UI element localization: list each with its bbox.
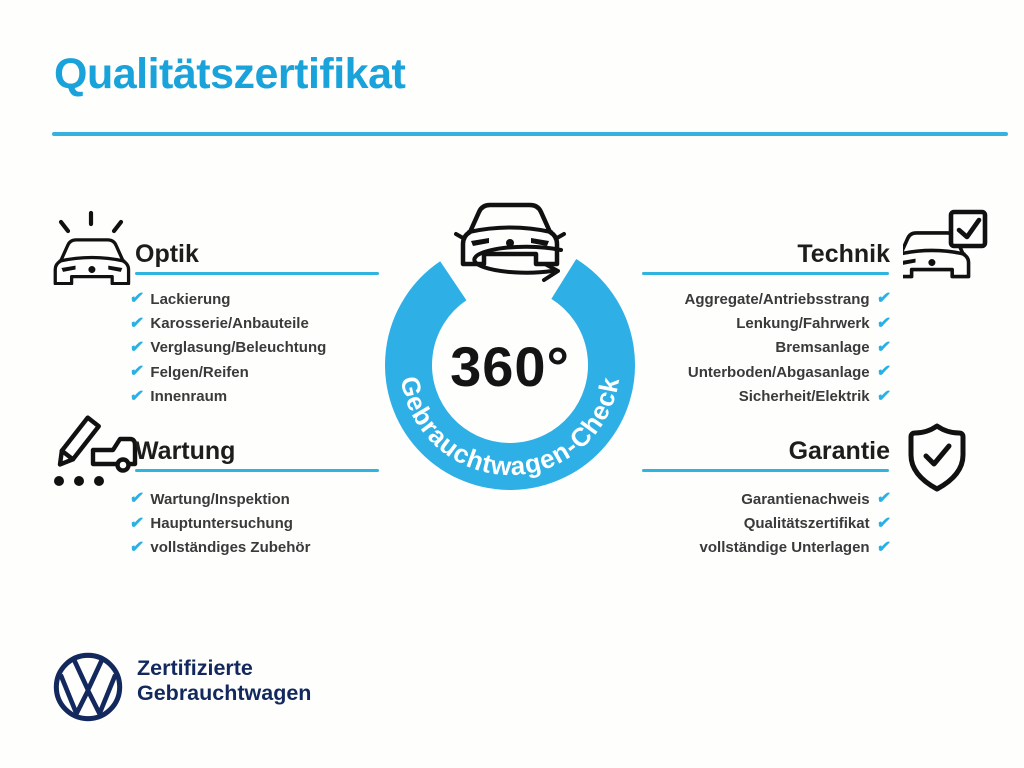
list-item: [775, 336, 890, 360]
check-icon: ✔: [128, 538, 145, 556]
vw-logo-icon: [52, 651, 124, 723]
check-icon: ✔: [875, 514, 892, 532]
item-label: Felgen/Reifen: [150, 363, 249, 381]
section-title-technik: Technik: [797, 240, 890, 268]
brand-text: [137, 656, 311, 705]
degree-label: 360°: [450, 335, 570, 398]
section-rule-technik: [642, 272, 889, 275]
car-checkbox-icon: [903, 206, 991, 286]
item-label: Unterboden/Abgasanlage: [687, 363, 870, 381]
list-item: [130, 385, 227, 409]
brand-line2: Gebrauchtwagen: [137, 680, 312, 705]
rotating-car-icon: [456, 205, 564, 280]
ring-label: Gebrauchtwagen-Check: [394, 373, 626, 482]
check-icon: ✔: [875, 387, 892, 405]
check-icon: ✔: [128, 314, 145, 332]
list-item: [685, 287, 890, 311]
item-label: Hauptuntersuchung: [150, 515, 293, 533]
item-label: vollständige Unterlagen: [699, 539, 870, 557]
item-label: Sicherheit/Elektrik: [738, 388, 870, 406]
item-label: Aggregate/Antriebsstrang: [684, 290, 870, 308]
list-item: [739, 385, 890, 409]
list-item: [130, 287, 230, 311]
list-item: [688, 360, 890, 384]
item-label: Qualitätszertifikat: [743, 515, 870, 533]
check-icon: ✔: [875, 290, 892, 308]
item-label: Garantienachweis: [741, 490, 870, 508]
section-rule-wartung: [135, 469, 379, 472]
list-item: [130, 536, 310, 560]
check-icon: ✔: [128, 490, 145, 508]
list-item: [700, 536, 890, 560]
item-label: Bremsanlage: [775, 339, 870, 357]
title-divider: [52, 132, 1008, 136]
item-label: Lackierung: [150, 290, 231, 308]
item-label: Verglasung/Beleuchtung: [150, 339, 327, 357]
check-icon: ✔: [128, 338, 145, 356]
list-item: [130, 511, 293, 535]
check-icon: ✔: [875, 490, 892, 508]
check-icon: ✔: [875, 314, 892, 332]
item-label: vollständiges Zubehör: [150, 539, 311, 557]
list-item: [130, 360, 249, 384]
section-title-garantie: Garantie: [788, 437, 890, 465]
item-label: Karosserie/Anbauteile: [150, 315, 309, 333]
check-icon: ✔: [875, 338, 892, 356]
optik-list: [130, 287, 326, 409]
check-icon: ✔: [875, 538, 892, 556]
list-item: [130, 336, 326, 360]
check-icon: ✔: [128, 514, 145, 532]
technik-list: [685, 287, 890, 409]
page-title: Qualitätszertifikat: [54, 50, 406, 98]
garantie-list: [700, 487, 890, 560]
list-item: [130, 487, 290, 511]
item-label: Innenraum: [150, 388, 228, 406]
section-rule-garantie: [642, 469, 889, 472]
item-label: Lenkung/Fahrwerk: [736, 315, 870, 333]
item-label: Wartung/Inspektion: [150, 490, 290, 508]
service-pencil-van-icon: [46, 410, 138, 492]
list-item: [130, 311, 309, 335]
car-shine-icon: [47, 205, 135, 285]
check-icon: ✔: [128, 290, 145, 308]
list-item: [744, 511, 890, 535]
check-icon: ✔: [128, 387, 145, 405]
section-title-wartung: Wartung: [135, 437, 236, 465]
section-rule-optik: [135, 272, 379, 275]
section-title-optik: Optik: [135, 240, 199, 268]
list-item: [736, 311, 890, 335]
brand-line1: Zertifizierte: [137, 656, 253, 680]
check-icon: ✔: [128, 363, 145, 381]
shield-check-icon: [906, 422, 968, 494]
wartung-list: [130, 487, 310, 560]
list-item: [741, 487, 890, 511]
check-icon: ✔: [875, 363, 892, 381]
